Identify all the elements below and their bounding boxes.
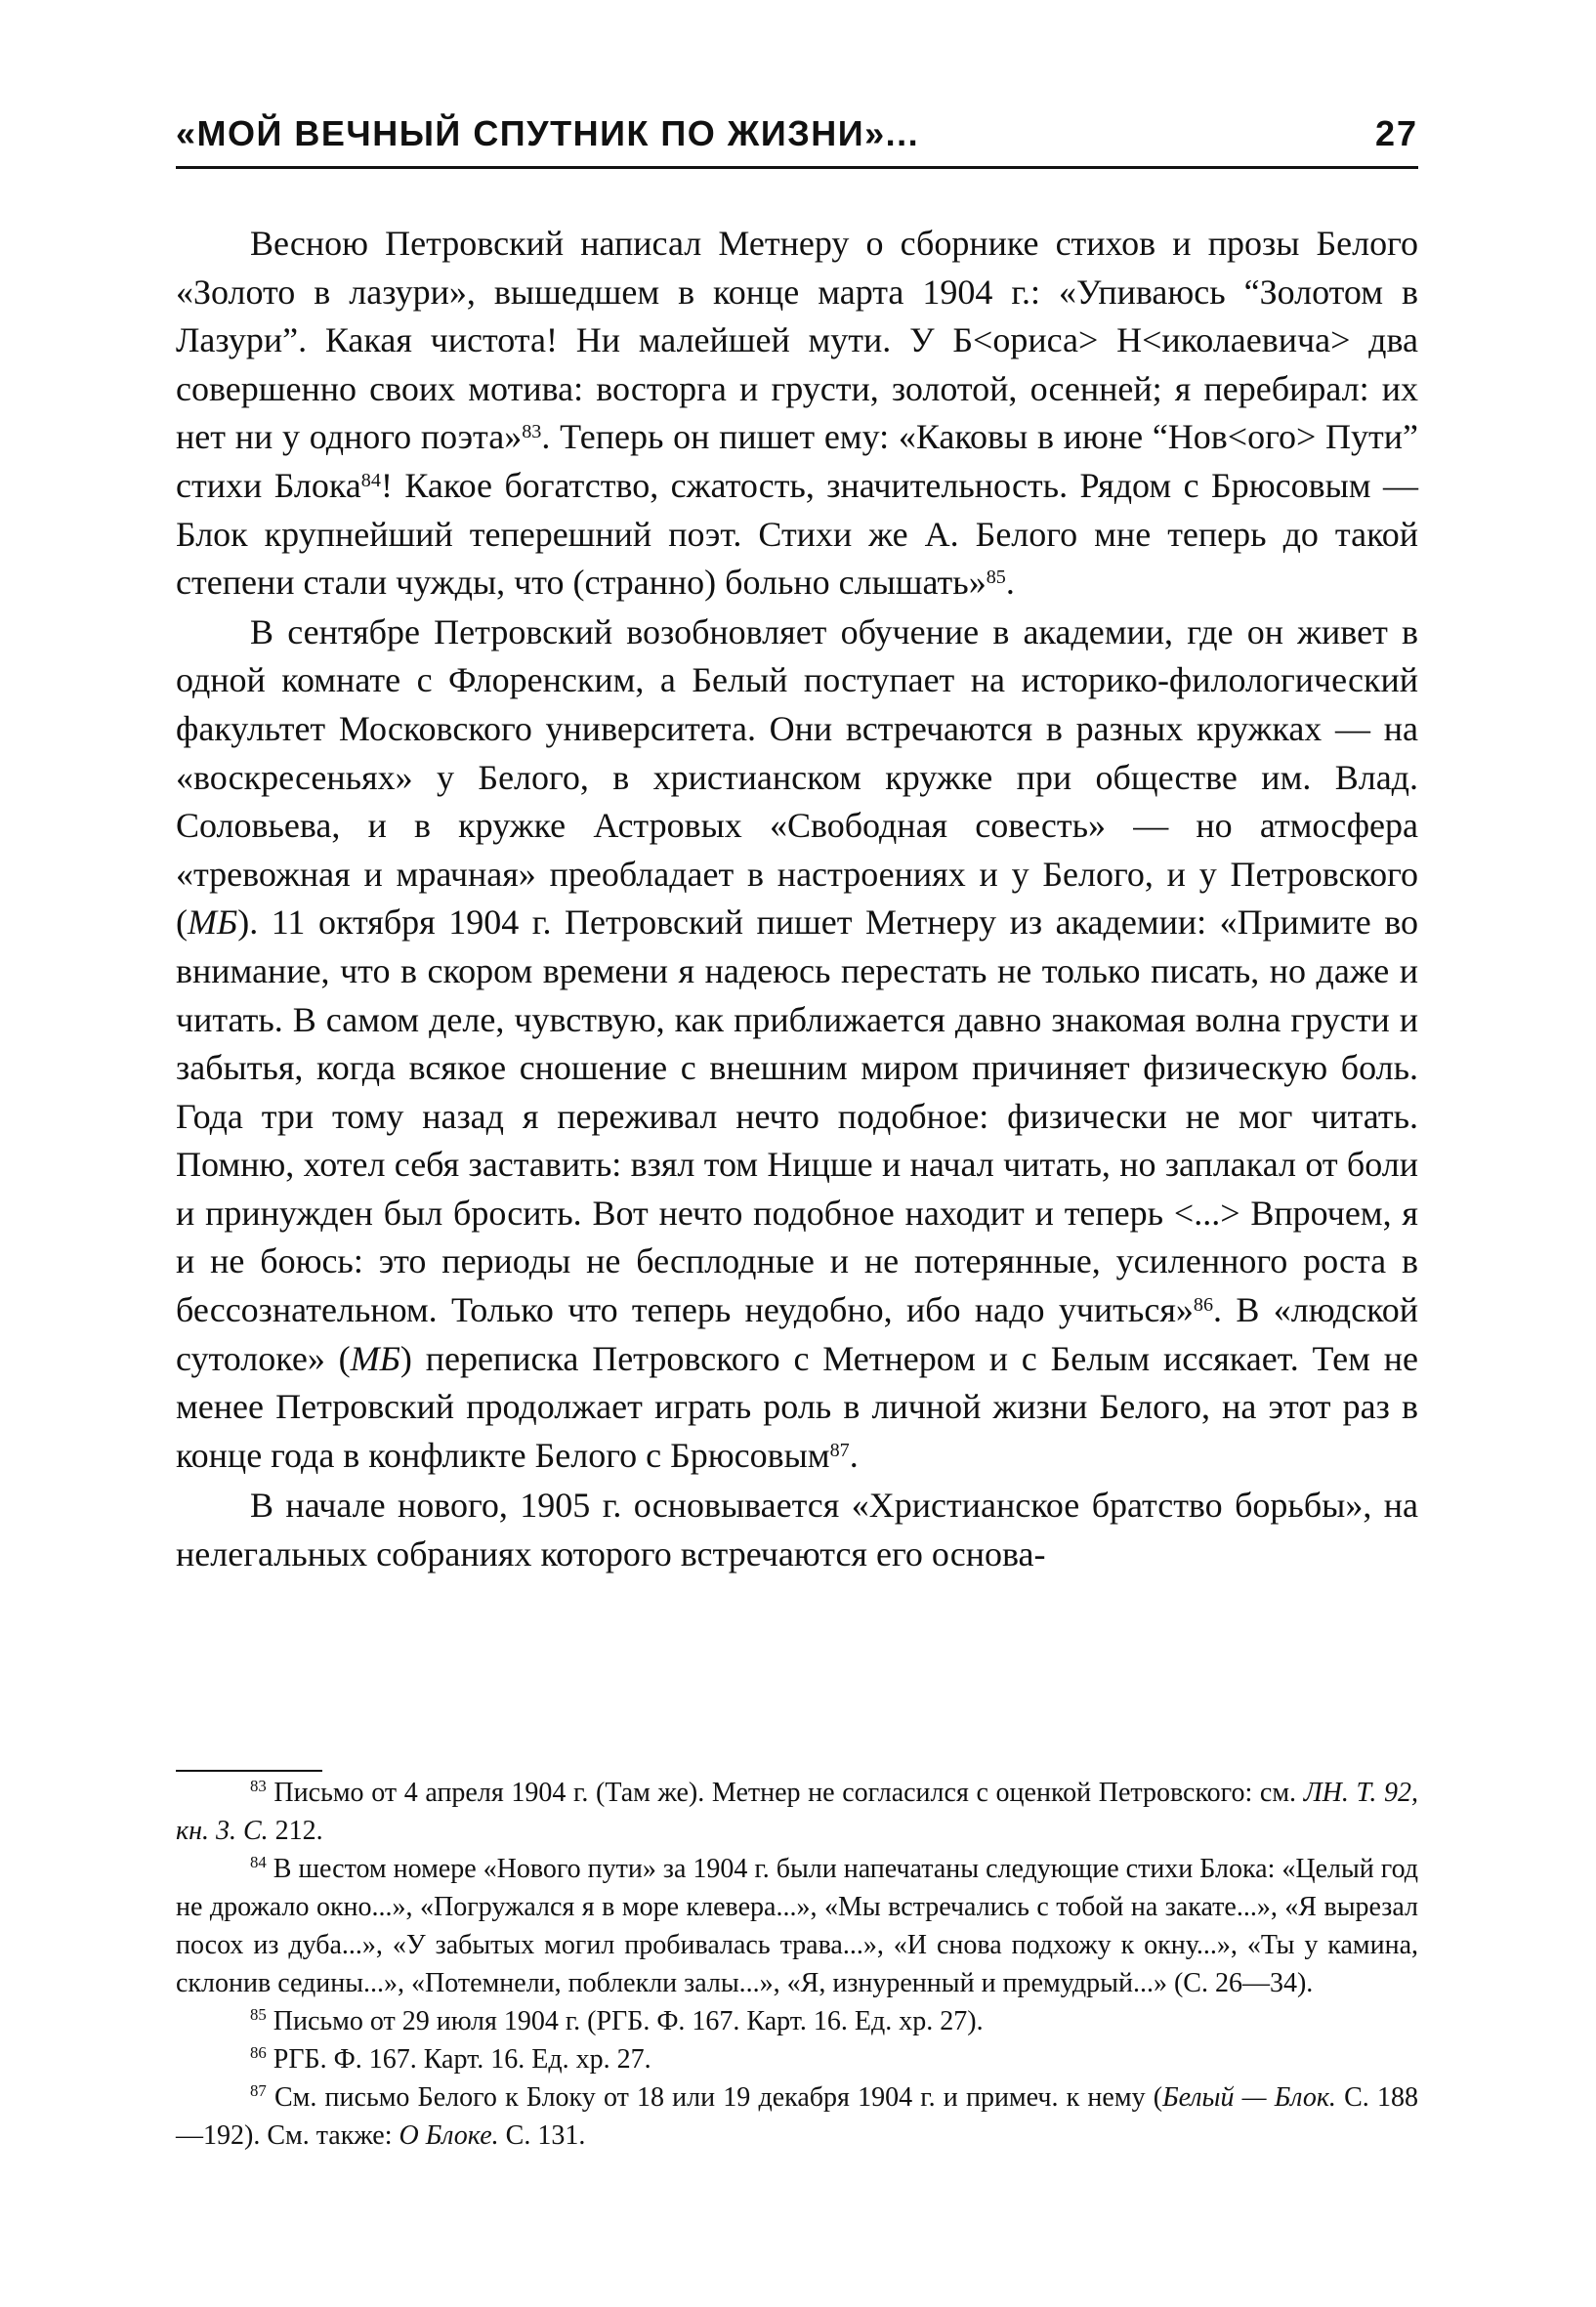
text-run: . В «людской сутолоке» ( — [176, 1290, 1418, 1378]
text-run: В начале нового, 1905 г. основывается «Христианское братство борьбы», на нелегальных собраниях которого встречаются его основа- — [176, 1486, 1418, 1574]
note-ref: 85 — [250, 2004, 267, 2024]
footnote-rule — [176, 1770, 322, 1772]
running-title: «МОЙ ВЕЧНЫЙ СПУТНИК ПО ЖИЗНИ»... — [176, 113, 920, 153]
footnote-84 — [176, 1850, 1418, 2002]
text-run: В шестом номере «Нового пути» за 1904 г. были напечатаны следующие стихи Блока: «Целый год не дрожало окно...», «Погружался я в море клевера...», «Мы встречались с тобой на закате...», «Я вырезал посох из дуба...», «У забытых могил пробивалась трава...», «И снова подхожу к окну...», «Ты у камина, склонив седины...», «Потемнели, поблекли залы...», «Я, изнуренный и премудрый...» (С. 26—34). — [176, 1854, 1419, 1998]
note-ref: 87 — [829, 1439, 850, 1461]
note-ref: 83 — [522, 421, 542, 443]
paragraph — [176, 1482, 1418, 1578]
note-ref: 86 — [250, 2042, 267, 2062]
text-run: С. 188—192). См. также: — [176, 2082, 1418, 2151]
footnote-83 — [176, 1774, 1418, 1850]
text-run: ) переписка Петровского с Метнером и с Белым иссякает. Тем не менее Петровский продолжает играть роль в личной жизни Белого, на этот раз в конце года в конфликте Белого с Брюсовым — [176, 1338, 1419, 1475]
paragraph — [176, 608, 1418, 1481]
text-run: Письмо от 29 июля 1904 г. (РГБ. Ф. 167. Карт. 16. Ед. хр. 27). — [266, 2006, 984, 2036]
footnote-86 — [176, 2040, 1418, 2078]
text-run: ! Какое богатство, сжатость, значительность. Рядом с Брюсовым — Блок крупнейший теперешний поэт. Стихи же А. Белого мне теперь до такой степени стали чужды, что (странно) больно слышать» — [176, 465, 1419, 603]
note-ref: 86 — [1193, 1293, 1214, 1316]
note-ref: 83 — [250, 1776, 267, 1795]
text-run: ). 11 октября 1904 г. Петровский пишет Метнеру из академии: «Примите во внимание, что в скором времени я надеюсь перестать не только писать, но даже и читать. В самом деле, чувствую, как приближается давно знакомая волна грусти и забытья, когда всякое сношение с внешним миром причиняет физическую боль. Года три тому назад я переживал нечто подобное: физически не мог читать. Помню, хотел себя заставить: взял том Ницше и начал читать, но заплакал от боли и принужден был бросить. Вот нечто подобное находит и теперь <...> Впрочем, я и не боюсь: это периоды не бесплодные и не потерянные, усиленного роста в бессознательном. Только что теперь неудобно, ибо надо учиться» — [176, 902, 1418, 1330]
text-run: РГБ. Ф. 167. Карт. 16. Ед. хр. 27. — [266, 2044, 651, 2075]
note-ref: 84 — [360, 469, 381, 491]
page-number: 27 — [1374, 113, 1418, 153]
running-head — [176, 109, 1418, 169]
note-ref: 85 — [986, 566, 1006, 589]
italic-text: Белый — Блок. — [1162, 2082, 1336, 2113]
text-run: Письмо от 4 апреля 1904 г. (Там же). Метнер не согласился с оценкой Петровского: см. — [266, 1778, 1304, 1808]
italic-text: О Блоке. — [399, 2120, 499, 2151]
text-run: 212. — [268, 1816, 323, 1846]
text-run: Весною Петровский написал Метнеру о сборнике стихов и прозы Белого «Золото в лазури», вышедшем в конце марта 1904 г.: «Упиваюсь “Золотом в Лазури”. Какая чистота! Ни малейшей мути. У Б<ориса> Н<иколаевича> два совершенно своих мотива: восторга и грусти, золотой, осенней; я перебирал: их нет ни у одного поэта» — [176, 224, 1418, 457]
text-run: . Теперь он пишет ему: «Каковы в июне “Нов<ого> Пути” стихи Блока — [176, 417, 1418, 505]
paragraph — [176, 220, 1418, 608]
italic-text: ЛН. Т. 92, кн. 3. С. — [176, 1778, 1419, 1846]
footnotes — [176, 1774, 1418, 2155]
body-text — [176, 220, 1418, 1579]
italic-text: МБ — [188, 902, 238, 943]
text-run: . — [849, 1435, 859, 1475]
note-ref: 84 — [250, 1852, 267, 1871]
text-run: С. 131. — [498, 2120, 586, 2151]
footnote-87 — [176, 2078, 1418, 2155]
italic-text: МБ — [350, 1338, 400, 1378]
text-run: В сентябре Петровский возобновляет обучение в академии, где он живет в одной комнате с Флоренским, а Белый поступает на историко-филологический факультет Московского университета. Они встречаются в разных кружках — на «воскресеньях» у Белого, в христианском кружке при обществе им. Влад. Соловьева, и в кружке Астровых «Свободная совесть» — но атмосфера «тревожная и мрачная» преобладает в настроениях и у Белого, и у Петровского ( — [176, 611, 1418, 943]
text-run: См. письмо Белого к Блоку от 18 или 19 декабря 1904 г. и примеч. к нему ( — [266, 2082, 1163, 2113]
footnote-85 — [176, 2002, 1418, 2040]
note-ref: 87 — [250, 2080, 267, 2100]
text-run: . — [1005, 563, 1015, 603]
